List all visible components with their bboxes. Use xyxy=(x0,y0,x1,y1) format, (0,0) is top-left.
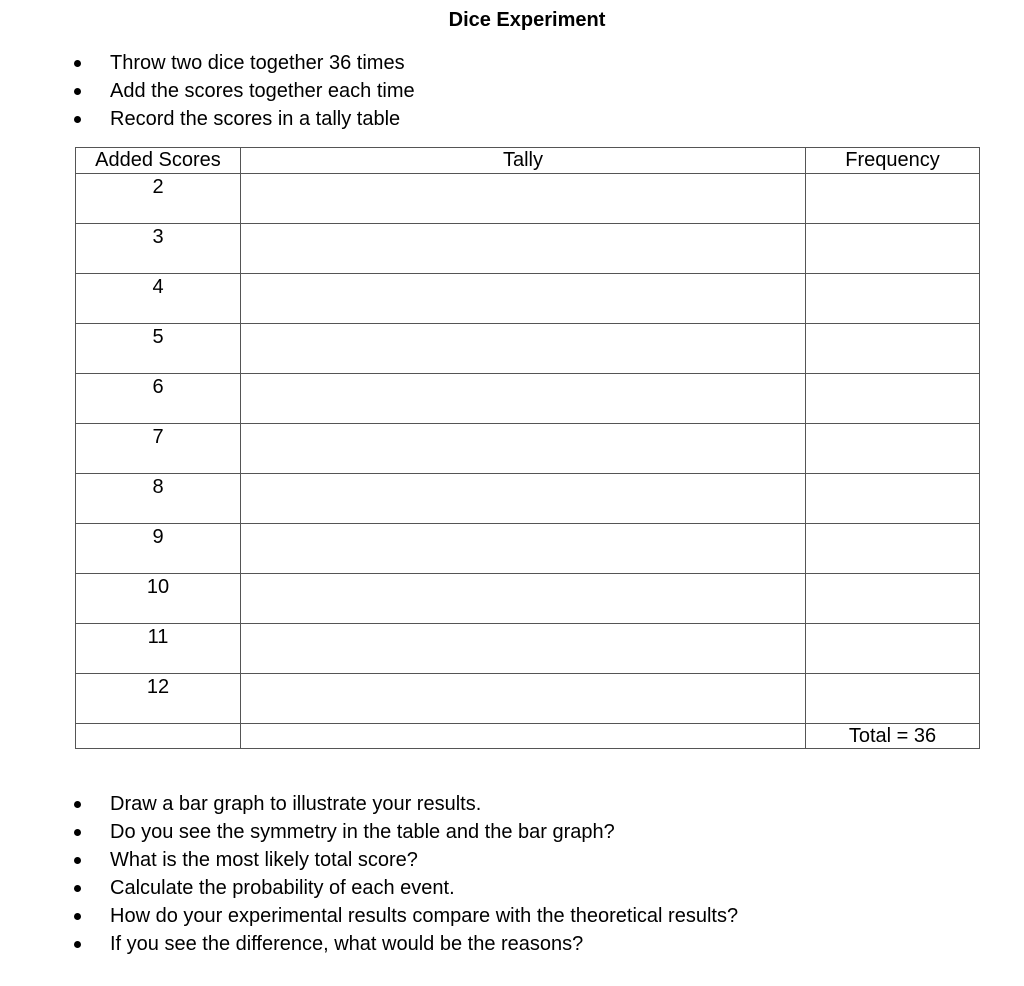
table-row xyxy=(76,474,980,524)
table-row xyxy=(76,624,980,674)
bullet-icon xyxy=(74,60,81,67)
bullet-icon xyxy=(74,801,81,808)
score-cell: 5 xyxy=(76,324,241,374)
question-text: Draw a bar graph to illustrate your results. xyxy=(110,793,482,815)
instruction-text: Throw two dice together 36 times xyxy=(110,52,405,74)
frequency-cell[interactable] xyxy=(806,524,980,574)
bullet-icon xyxy=(74,913,81,920)
tally-cell[interactable] xyxy=(241,374,806,424)
header-tally: Tally xyxy=(241,148,806,174)
instruction-text: Add the scores together each time xyxy=(110,80,415,102)
table-row xyxy=(76,324,980,374)
question-text: If you see the difference, what would be the reasons? xyxy=(110,933,584,955)
frequency-cell[interactable] xyxy=(806,574,980,624)
table-row xyxy=(76,174,980,224)
tally-cell[interactable] xyxy=(241,224,806,274)
bullet-icon xyxy=(74,88,81,95)
header-frequency: Frequency xyxy=(806,148,980,174)
frequency-cell[interactable] xyxy=(806,374,980,424)
bullet-icon xyxy=(74,885,81,892)
frequency-cell[interactable] xyxy=(806,274,980,324)
question-item xyxy=(0,846,738,874)
question-item xyxy=(0,790,738,818)
bullet-icon xyxy=(74,829,81,836)
bullet-icon xyxy=(74,941,81,948)
bullet-icon xyxy=(74,116,81,123)
table-row xyxy=(76,424,980,474)
instruction-item xyxy=(0,49,415,77)
frequency-cell[interactable] xyxy=(806,224,980,274)
tally-cell[interactable] xyxy=(241,274,806,324)
table-row xyxy=(76,524,980,574)
question-item xyxy=(0,902,738,930)
frequency-cell[interactable] xyxy=(806,674,980,724)
frequency-cell[interactable] xyxy=(806,324,980,374)
question-text: How do your experimental results compare with the theoretical results? xyxy=(110,905,739,927)
tally-cell[interactable] xyxy=(241,624,806,674)
empty-cell xyxy=(76,724,241,749)
total-row xyxy=(76,724,980,749)
page-title: Dice Experiment xyxy=(448,9,606,31)
frequency-cell[interactable] xyxy=(806,424,980,474)
question-item xyxy=(0,874,738,902)
total-cell: Total = 36 xyxy=(806,724,980,749)
tally-cell[interactable] xyxy=(241,574,806,624)
instruction-item xyxy=(0,105,415,133)
score-cell: 4 xyxy=(76,274,241,324)
score-cell: 9 xyxy=(76,524,241,574)
tally-cell[interactable] xyxy=(241,174,806,224)
table-row xyxy=(76,374,980,424)
frequency-cell[interactable] xyxy=(806,174,980,224)
tally-table xyxy=(75,147,980,749)
score-cell: 10 xyxy=(76,574,241,624)
questions-list xyxy=(0,790,738,958)
table-row xyxy=(76,274,980,324)
score-cell: 11 xyxy=(76,624,241,674)
tally-cell[interactable] xyxy=(241,674,806,724)
question-text: Do you see the symmetry in the table and the bar graph? xyxy=(110,821,615,843)
instructions-list xyxy=(0,49,415,133)
score-cell: 2 xyxy=(76,174,241,224)
score-cell: 3 xyxy=(76,224,241,274)
tally-cell[interactable] xyxy=(241,524,806,574)
tally-cell[interactable] xyxy=(241,324,806,374)
score-cell: 6 xyxy=(76,374,241,424)
question-item xyxy=(0,818,738,846)
question-text: Calculate the probability of each event. xyxy=(110,877,455,899)
score-cell: 7 xyxy=(76,424,241,474)
question-text: What is the most likely total score? xyxy=(110,849,418,871)
table-row xyxy=(76,574,980,624)
table-header-row xyxy=(76,148,980,174)
header-added-scores: Added Scores xyxy=(76,148,241,174)
score-cell: 8 xyxy=(76,474,241,524)
tally-cell[interactable] xyxy=(241,474,806,524)
score-cell: 12 xyxy=(76,674,241,724)
table-row xyxy=(76,224,980,274)
empty-cell xyxy=(241,724,806,749)
instruction-item xyxy=(0,77,415,105)
bullet-icon xyxy=(74,857,81,864)
table-row xyxy=(76,674,980,724)
tally-cell[interactable] xyxy=(241,424,806,474)
frequency-cell[interactable] xyxy=(806,474,980,524)
frequency-cell[interactable] xyxy=(806,624,980,674)
question-item xyxy=(0,930,738,958)
instruction-text: Record the scores in a tally table xyxy=(110,108,401,130)
